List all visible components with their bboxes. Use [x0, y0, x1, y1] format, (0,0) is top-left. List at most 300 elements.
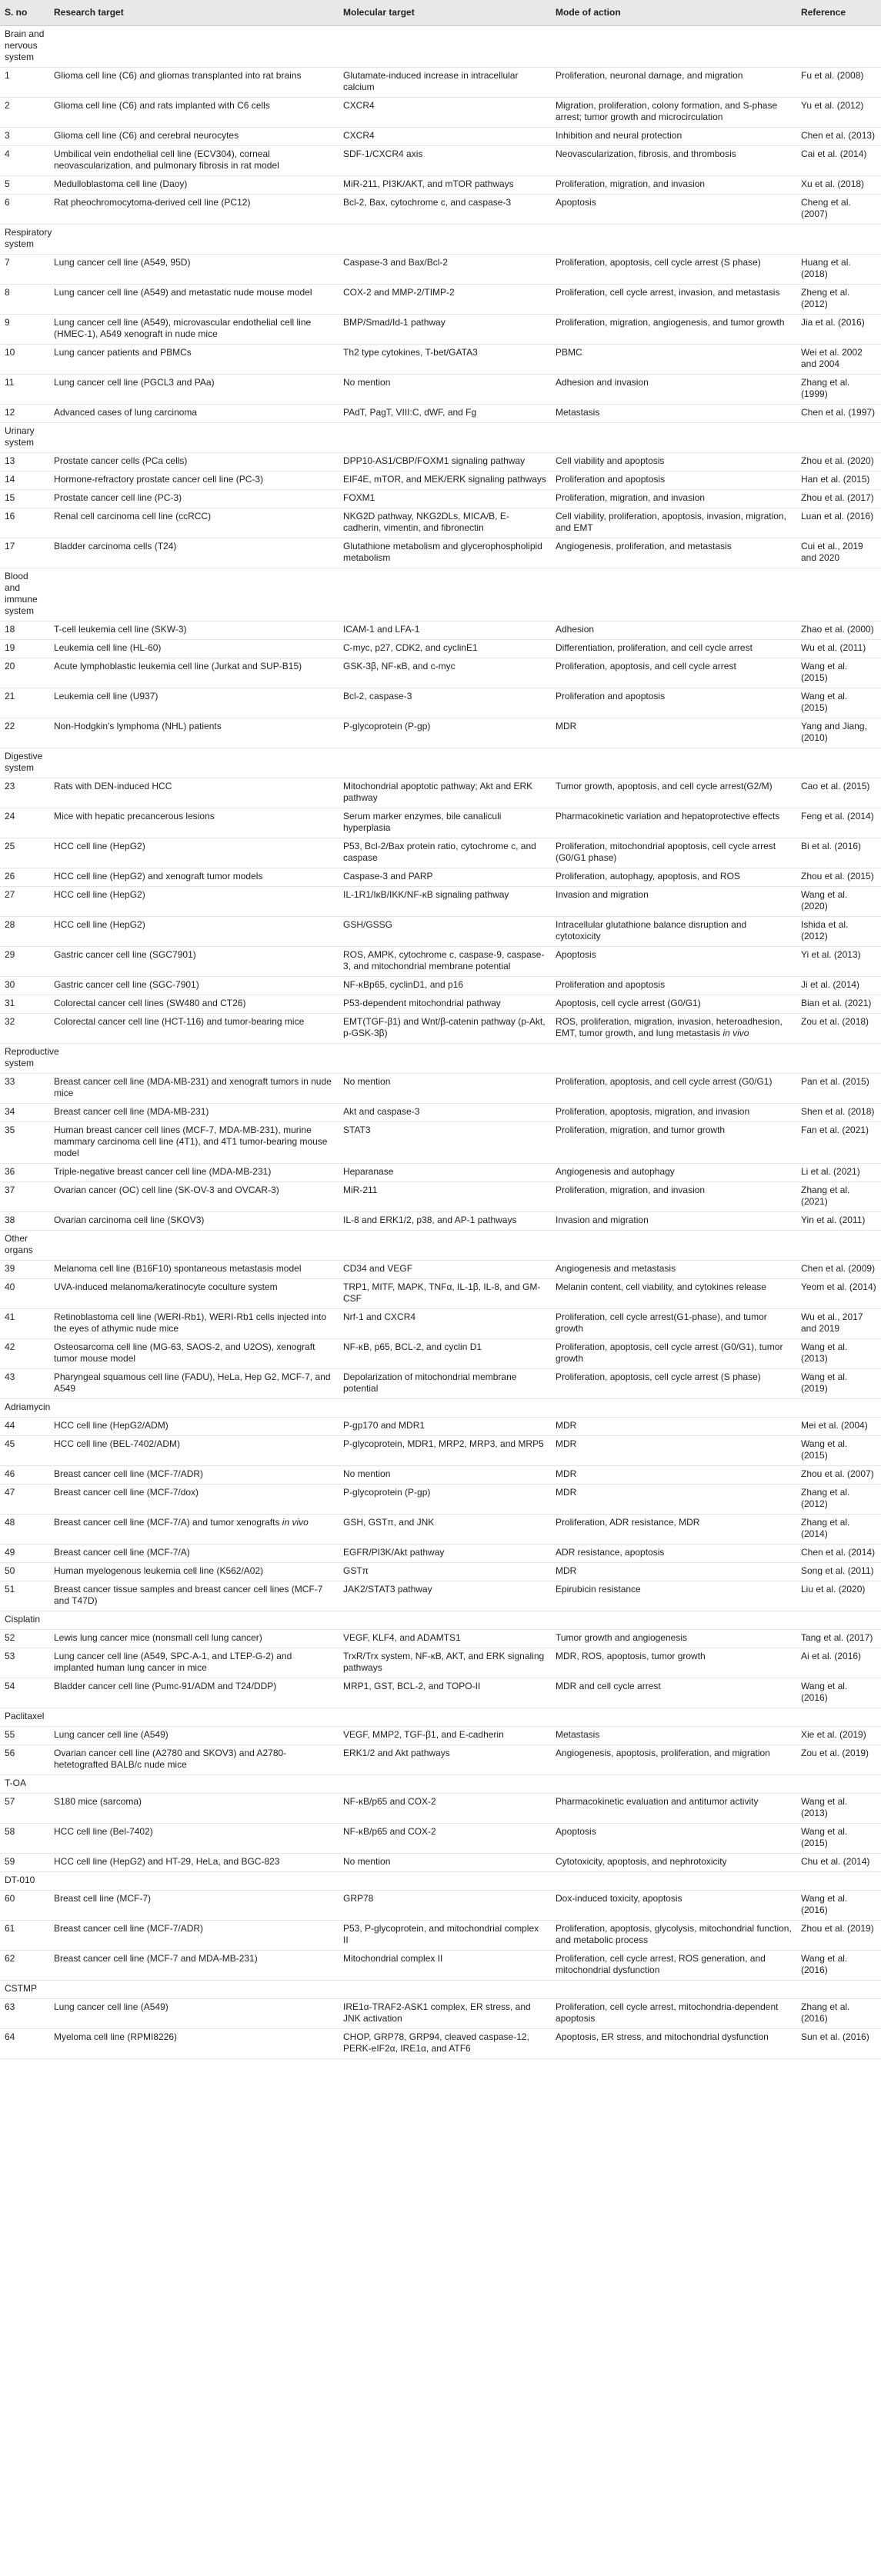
section-title: DT-010: [0, 1872, 49, 1891]
cell-mode-of-action: Pharmacokinetic evaluation and antitumor activity: [551, 1794, 796, 1824]
table-row: [0, 1891, 881, 1921]
cell-molecular-target: Bcl-2, caspase-3: [339, 688, 551, 718]
cell-sno: 26: [0, 868, 49, 887]
cell-molecular-target: NKG2D pathway, NKG2DLs, MICA/B, E-cadherin, vimentin, and fibronectin: [339, 508, 551, 538]
cell-reference: Zhang et al. (2012): [796, 1485, 881, 1515]
cell-research-target: Mice with hepatic precancerous lesions: [49, 808, 339, 838]
cell-research-target: Bladder cancer cell line (Pumc-91/ADM and T24/DDP): [49, 1678, 339, 1708]
cell-reference: Wang et al. (2015): [796, 658, 881, 688]
cell-sno: 4: [0, 146, 49, 176]
cell-mode-of-action: Epirubicin resistance: [551, 1581, 796, 1611]
cell-molecular-target: MiR-211, PI3K/AKT, and mTOR pathways: [339, 176, 551, 195]
section-spacer: [551, 1708, 796, 1727]
cell-molecular-target: NF-κB/p65 and COX-2: [339, 1824, 551, 1854]
table-row: [0, 658, 881, 688]
section-row: [0, 1399, 881, 1418]
cell-molecular-target: Depolarization of mitochondrial membrane potential: [339, 1369, 551, 1399]
cell-mode-of-action: Melanin content, cell viability, and cytokines release: [551, 1279, 796, 1309]
cell-reference: Wang et al. (2013): [796, 1339, 881, 1369]
cell-sno: 56: [0, 1745, 49, 1775]
cell-reference: Chen et al. (1997): [796, 405, 881, 423]
cell-research-target: Leukemia cell line (U937): [49, 688, 339, 718]
cell-research-target: Hormone-refractory prostate cancer cell line (PC-3): [49, 472, 339, 490]
cell-molecular-target: VEGF, KLF4, and ADAMTS1: [339, 1630, 551, 1648]
cell-research-target: Renal cell carcinoma cell line (ccRCC): [49, 508, 339, 538]
cell-mode-of-action: Adhesion and invasion: [551, 375, 796, 405]
table-row: [0, 887, 881, 917]
table-row: [0, 1545, 881, 1563]
cell-research-target: HCC cell line (HepG2) and HT-29, HeLa, and BGC-823: [49, 1854, 339, 1872]
cell-sno: 30: [0, 977, 49, 995]
table-row: [0, 453, 881, 472]
cell-sno: 54: [0, 1678, 49, 1708]
section-spacer: [339, 748, 551, 778]
cell-molecular-target: CXCR4: [339, 98, 551, 128]
cell-mode-of-action: ROS, proliferation, migration, invasion, heteroadhesion, EMT, tumor growth, and lung metastasis in vivo: [551, 1014, 796, 1044]
cell-mode-of-action: Proliferation, cell cycle arrest, mitochondria-dependent apoptosis: [551, 1999, 796, 2029]
cell-research-target: Ovarian cancer (OC) cell line (SK-OV-3 and OVCAR-3): [49, 1182, 339, 1212]
cell-sno: 41: [0, 1309, 49, 1339]
cell-reference: Wang et al. (2015): [796, 1436, 881, 1466]
cell-sno: 15: [0, 490, 49, 508]
table-row: [0, 98, 881, 128]
cell-research-target: Gastric cancer cell line (SGC-7901): [49, 977, 339, 995]
cell-mode-of-action: Apoptosis: [551, 195, 796, 225]
cell-molecular-target: No mention: [339, 375, 551, 405]
cell-research-target: HCC cell line (Bel-7402): [49, 1824, 339, 1854]
table-row: [0, 128, 881, 146]
cell-sno: 53: [0, 1648, 49, 1678]
cell-reference: Shen et al. (2018): [796, 1104, 881, 1122]
table-row: [0, 315, 881, 345]
cell-reference: Yang and Jiang, (2010): [796, 718, 881, 748]
section-spacer: [339, 1775, 551, 1794]
cell-sno: 63: [0, 1999, 49, 2029]
cell-reference: Song et al. (2011): [796, 1563, 881, 1581]
cell-sno: 51: [0, 1581, 49, 1611]
cell-sno: 52: [0, 1630, 49, 1648]
section-title: Adriamycin: [0, 1399, 49, 1418]
table-row: [0, 1921, 881, 1951]
cell-research-target: Human breast cancer cell lines (MCF-7, MDA-MB-231), murine mammary carcinoma cell line (4T1), and 4T1 tumor-bearing mouse model: [49, 1122, 339, 1164]
table-row: [0, 868, 881, 887]
section-spacer: [796, 1399, 881, 1418]
cell-molecular-target: ICAM-1 and LFA-1: [339, 622, 551, 640]
cell-molecular-target: NF-κB, p65, BCL-2, and cyclin D1: [339, 1339, 551, 1369]
section-spacer: [551, 1775, 796, 1794]
cell-research-target: Non-Hodgkin's lymphoma (NHL) patients: [49, 718, 339, 748]
cell-sno: 25: [0, 838, 49, 868]
cell-molecular-target: CD34 and VEGF: [339, 1261, 551, 1279]
cell-reference: Zhou et al. (2007): [796, 1466, 881, 1485]
section-spacer: [551, 1399, 796, 1418]
cell-reference: Zhang et al. (2021): [796, 1182, 881, 1212]
section-spacer: [339, 568, 551, 622]
cell-reference: Zhou et al. (2017): [796, 490, 881, 508]
section-title: Blood and immune system: [0, 568, 49, 622]
cell-molecular-target: IRE1α-TRAF2-ASK1 complex, ER stress, and JNK activation: [339, 1999, 551, 2029]
table-row: [0, 1309, 881, 1339]
cell-reference: Xu et al. (2018): [796, 176, 881, 195]
cell-mode-of-action: Proliferation, migration, and invasion: [551, 490, 796, 508]
cell-research-target: Gastric cancer cell line (SGC7901): [49, 947, 339, 977]
cell-sno: 61: [0, 1921, 49, 1951]
cell-mode-of-action: Cytotoxicity, apoptosis, and nephrotoxicity: [551, 1854, 796, 1872]
cell-molecular-target: P53-dependent mitochondrial pathway: [339, 995, 551, 1014]
cell-reference: Xie et al. (2019): [796, 1727, 881, 1745]
cell-molecular-target: C-myc, p27, CDK2, and cyclinE1: [339, 640, 551, 658]
cell-reference: Zhang et al. (1999): [796, 375, 881, 405]
cell-research-target: Ovarian carcinoma cell line (SKOV3): [49, 1212, 339, 1231]
cell-research-target: Lung cancer cell line (A549, 95D): [49, 255, 339, 285]
cell-mode-of-action: Metastasis: [551, 1727, 796, 1745]
cell-reference: Chen et al. (2009): [796, 1261, 881, 1279]
table-row: [0, 778, 881, 808]
cell-reference: Mei et al. (2004): [796, 1418, 881, 1436]
cell-reference: Fu et al. (2008): [796, 68, 881, 98]
table-row: [0, 1182, 881, 1212]
cell-reference: Zhang et al. (2016): [796, 1999, 881, 2029]
table-row: [0, 640, 881, 658]
section-spacer: [796, 748, 881, 778]
table-row: [0, 1279, 881, 1309]
cell-research-target: Glioma cell line (C6) and gliomas transplanted into rat brains: [49, 68, 339, 98]
cell-reference: Wang et al. (2016): [796, 1951, 881, 1981]
table-row: [0, 808, 881, 838]
cell-molecular-target: GSH, GSTπ, and JNK: [339, 1515, 551, 1545]
cell-sno: 58: [0, 1824, 49, 1854]
cell-research-target: Breast cancer cell line (MCF-7 and MDA-MB-231): [49, 1951, 339, 1981]
section-spacer: [49, 1872, 339, 1891]
header-mode-of-action: Mode of action: [551, 0, 796, 26]
cell-sno: 2: [0, 98, 49, 128]
cell-sno: 16: [0, 508, 49, 538]
cell-mode-of-action: ADR resistance, apoptosis: [551, 1545, 796, 1563]
table-header-row: [0, 0, 881, 26]
cell-molecular-target: MiR-211: [339, 1182, 551, 1212]
cell-mode-of-action: MDR: [551, 1485, 796, 1515]
section-spacer: [339, 1231, 551, 1261]
cell-mode-of-action: Neovascularization, fibrosis, and thrombosis: [551, 146, 796, 176]
cell-mode-of-action: Invasion and migration: [551, 887, 796, 917]
section-spacer: [796, 1981, 881, 1999]
cell-molecular-target: P-glycoprotein, MDR1, MRP2, MRP3, and MRP5: [339, 1436, 551, 1466]
section-row: [0, 1708, 881, 1727]
cell-reference: Chu et al. (2014): [796, 1854, 881, 1872]
cell-reference: Zhang et al. (2014): [796, 1515, 881, 1545]
cell-sno: 19: [0, 640, 49, 658]
table-row: [0, 917, 881, 947]
cell-molecular-target: GRP78: [339, 1891, 551, 1921]
section-spacer: [796, 1611, 881, 1630]
cell-mode-of-action: MDR: [551, 718, 796, 748]
cell-mode-of-action: Apoptosis, ER stress, and mitochondrial dysfunction: [551, 2029, 796, 2059]
cell-sno: 11: [0, 375, 49, 405]
cell-research-target: Breast cancer cell line (MCF-7/A) and tumor xenografts in vivo: [49, 1515, 339, 1545]
cell-research-target: T-cell leukemia cell line (SKW-3): [49, 622, 339, 640]
section-spacer: [796, 1231, 881, 1261]
cell-molecular-target: Serum marker enzymes, bile canaliculi hyperplasia: [339, 808, 551, 838]
cell-sno: 29: [0, 947, 49, 977]
section-spacer: [796, 1872, 881, 1891]
cell-mode-of-action: Proliferation, autophagy, apoptosis, and ROS: [551, 868, 796, 887]
table-row: [0, 375, 881, 405]
cell-mode-of-action: Dox-induced toxicity, apoptosis: [551, 1891, 796, 1921]
cell-mode-of-action: Proliferation, apoptosis, cell cycle arrest (S phase): [551, 1369, 796, 1399]
section-spacer: [49, 1399, 339, 1418]
cell-molecular-target: IL-8 and ERK1/2, p38, and AP-1 pathways: [339, 1212, 551, 1231]
cell-molecular-target: Glutathione metabolism and glycerophospholipid metabolism: [339, 538, 551, 568]
cell-sno: 14: [0, 472, 49, 490]
cell-research-target: Bladder carcinoma cells (T24): [49, 538, 339, 568]
cell-reference: Bi et al. (2016): [796, 838, 881, 868]
cell-reference: Pan et al. (2015): [796, 1074, 881, 1104]
table-row: [0, 1104, 881, 1122]
header-research-target: Research target: [49, 0, 339, 26]
cell-reference: Chen et al. (2013): [796, 128, 881, 146]
cell-research-target: Rats with DEN-induced HCC: [49, 778, 339, 808]
cell-sno: 6: [0, 195, 49, 225]
cell-reference: Yi et al. (2013): [796, 947, 881, 977]
cell-research-target: Breast cancer cell line (MCF-7/dox): [49, 1485, 339, 1515]
cell-reference: Li et al. (2021): [796, 1164, 881, 1182]
cell-molecular-target: GSTπ: [339, 1563, 551, 1581]
cell-molecular-target: NF-κB/p65 and COX-2: [339, 1794, 551, 1824]
cell-research-target: Melanoma cell line (B16F10) spontaneous metastasis model: [49, 1261, 339, 1279]
table-row: [0, 68, 881, 98]
cell-research-target: Myeloma cell line (RPMI8226): [49, 2029, 339, 2059]
cell-research-target: HCC cell line (HepG2): [49, 838, 339, 868]
section-title: Digestive system: [0, 748, 49, 778]
cell-mode-of-action: Proliferation, migration, angiogenesis, and tumor growth: [551, 315, 796, 345]
table-row: [0, 622, 881, 640]
cell-molecular-target: TRP1, MITF, MAPK, TNFα, IL-1β, IL-8, and GM-CSF: [339, 1279, 551, 1309]
table-row: [0, 538, 881, 568]
cell-sno: 57: [0, 1794, 49, 1824]
header-sno: S. no: [0, 0, 49, 26]
section-spacer: [49, 225, 339, 255]
cell-mode-of-action: Metastasis: [551, 405, 796, 423]
section-spacer: [49, 26, 339, 68]
cell-mode-of-action: Proliferation, cell cycle arrest, ROS generation, and mitochondrial dysfunction: [551, 1951, 796, 1981]
cell-molecular-target: Mitochondrial complex II: [339, 1951, 551, 1981]
table-row: [0, 176, 881, 195]
cell-reference: Cao et al. (2015): [796, 778, 881, 808]
section-spacer: [551, 225, 796, 255]
cell-sno: 39: [0, 1261, 49, 1279]
cell-molecular-target: NF-κBp65, cyclinD1, and p16: [339, 977, 551, 995]
cell-molecular-target: Heparanase: [339, 1164, 551, 1182]
cell-molecular-target: VEGF, MMP2, TGF-β1, and E-cadherin: [339, 1727, 551, 1745]
cell-mode-of-action: Proliferation, cell cycle arrest, invasion, and metastasis: [551, 285, 796, 315]
section-spacer: [551, 1611, 796, 1630]
cell-research-target: Colorectal cancer cell lines (SW480 and CT26): [49, 995, 339, 1014]
cell-reference: Liu et al. (2020): [796, 1581, 881, 1611]
cell-research-target: Glioma cell line (C6) and rats implanted with C6 cells: [49, 98, 339, 128]
cell-reference: Han et al. (2015): [796, 472, 881, 490]
section-row: [0, 1044, 881, 1074]
cell-molecular-target: JAK2/STAT3 pathway: [339, 1581, 551, 1611]
cell-sno: 21: [0, 688, 49, 718]
table-row: [0, 1563, 881, 1581]
cell-molecular-target: No mention: [339, 1854, 551, 1872]
cell-sno: 12: [0, 405, 49, 423]
cell-sno: 24: [0, 808, 49, 838]
section-spacer: [49, 1708, 339, 1727]
cell-reference: Zou et al. (2018): [796, 1014, 881, 1044]
cell-research-target: Umbilical vein endothelial cell line (ECV304), corneal neovascularization, and pulmonary fibrosis in rat model: [49, 146, 339, 176]
cell-reference: Wang et al. (2013): [796, 1794, 881, 1824]
cell-mode-of-action: Proliferation, ADR resistance, MDR: [551, 1515, 796, 1545]
table-row: [0, 1418, 881, 1436]
table-row: [0, 1074, 881, 1104]
cell-sno: 50: [0, 1563, 49, 1581]
cell-mode-of-action: Proliferation and apoptosis: [551, 472, 796, 490]
cell-reference: Yu et al. (2012): [796, 98, 881, 128]
cell-sno: 38: [0, 1212, 49, 1231]
section-spacer: [339, 1708, 551, 1727]
cell-research-target: Lung cancer cell line (PGCL3 and PAa): [49, 375, 339, 405]
cell-molecular-target: TrxR/Trx system, NF-κB, AKT, and ERK signaling pathways: [339, 1648, 551, 1678]
cell-mode-of-action: Proliferation and apoptosis: [551, 977, 796, 995]
section-row: [0, 1611, 881, 1630]
cell-research-target: Breast cancer tissue samples and breast cancer cell lines (MCF-7 and T47D): [49, 1581, 339, 1611]
cell-research-target: Lung cancer cell line (A549): [49, 1999, 339, 2029]
cell-mode-of-action: Proliferation and apoptosis: [551, 688, 796, 718]
cell-molecular-target: IL-1R1/IκB/IKK/NF-κB signaling pathway: [339, 887, 551, 917]
cell-mode-of-action: MDR: [551, 1436, 796, 1466]
section-title: Cisplatin: [0, 1611, 49, 1630]
cell-molecular-target: No mention: [339, 1074, 551, 1104]
section-spacer: [49, 1044, 339, 1074]
cell-sno: 9: [0, 315, 49, 345]
table-row: [0, 1515, 881, 1545]
cell-reference: Wei et al. 2002 and 2004: [796, 345, 881, 375]
table-row: [0, 1122, 881, 1164]
cell-molecular-target: P-glycoprotein (P-gp): [339, 718, 551, 748]
section-spacer: [49, 1981, 339, 1999]
section-row: [0, 748, 881, 778]
cell-mode-of-action: MDR: [551, 1466, 796, 1485]
cell-research-target: S180 mice (sarcoma): [49, 1794, 339, 1824]
cell-molecular-target: EMT(TGF-β1) and Wnt/β-catenin pathway (p-Akt, p-GSK-3β): [339, 1014, 551, 1044]
cell-sno: 31: [0, 995, 49, 1014]
cell-mode-of-action: MDR and cell cycle arrest: [551, 1678, 796, 1708]
cell-sno: 10: [0, 345, 49, 375]
cell-research-target: Retinoblastoma cell line (WERI-Rb1), WERI-Rb1 cells injected into the eyes of athymic nude mice: [49, 1309, 339, 1339]
cell-molecular-target: MRP1, GST, BCL-2, and TOPO-II: [339, 1678, 551, 1708]
cell-mode-of-action: Apoptosis: [551, 947, 796, 977]
cell-sno: 64: [0, 2029, 49, 2059]
cell-sno: 45: [0, 1436, 49, 1466]
cell-reference: Wang et al. (2016): [796, 1891, 881, 1921]
cell-research-target: Leukemia cell line (HL-60): [49, 640, 339, 658]
cell-mode-of-action: Proliferation, apoptosis, and cell cycle arrest (G0/G1): [551, 1074, 796, 1104]
cell-sno: 48: [0, 1515, 49, 1545]
cell-sno: 40: [0, 1279, 49, 1309]
section-spacer: [339, 1044, 551, 1074]
table-row: [0, 1824, 881, 1854]
cell-research-target: Lung cancer cell line (A549, SPC-A-1, and LTEP-G-2) and implanted human lung cancer in mice: [49, 1648, 339, 1678]
cell-research-target: Glioma cell line (C6) and cerebral neurocytes: [49, 128, 339, 146]
cell-reference: Cui et al., 2019 and 2020: [796, 538, 881, 568]
cell-reference: Luan et al. (2016): [796, 508, 881, 538]
cell-research-target: HCC cell line (HepG2/ADM): [49, 1418, 339, 1436]
cell-research-target: Rat pheochromocytoma-derived cell line (PC12): [49, 195, 339, 225]
cell-research-target: HCC cell line (HepG2): [49, 917, 339, 947]
section-spacer: [339, 26, 551, 68]
cell-reference: Zhou et al. (2019): [796, 1921, 881, 1951]
section-spacer: [49, 748, 339, 778]
section-spacer: [49, 1611, 339, 1630]
cell-reference: Wang et al. (2020): [796, 887, 881, 917]
cell-mode-of-action: Cell viability, proliferation, apoptosis, invasion, migration, and EMT: [551, 508, 796, 538]
cell-mode-of-action: Proliferation, cell cycle arrest(G1-phase), and tumor growth: [551, 1309, 796, 1339]
cell-molecular-target: STAT3: [339, 1122, 551, 1164]
cell-sno: 60: [0, 1891, 49, 1921]
section-spacer: [551, 1044, 796, 1074]
cell-molecular-target: P-gp170 and MDR1: [339, 1418, 551, 1436]
cell-mode-of-action: PBMC: [551, 345, 796, 375]
table-row: [0, 995, 881, 1014]
cell-sno: 5: [0, 176, 49, 195]
cell-research-target: Acute lymphoblastic leukemia cell line (Jurkat and SUP-B15): [49, 658, 339, 688]
cell-sno: 32: [0, 1014, 49, 1044]
cell-reference: Yeom et al. (2014): [796, 1279, 881, 1309]
cell-mode-of-action: MDR: [551, 1563, 796, 1581]
section-spacer: [339, 1611, 551, 1630]
section-row: [0, 423, 881, 453]
cell-reference: Ai et al. (2016): [796, 1648, 881, 1678]
section-spacer: [49, 1775, 339, 1794]
cell-mode-of-action: Proliferation, migration, and tumor growth: [551, 1122, 796, 1164]
table-row: [0, 405, 881, 423]
cell-research-target: Lung cancer patients and PBMCs: [49, 345, 339, 375]
cell-molecular-target: FOXM1: [339, 490, 551, 508]
cell-sno: 23: [0, 778, 49, 808]
cell-research-target: Prostate cancer cells (PCa cells): [49, 453, 339, 472]
cell-reference: Chen et al. (2014): [796, 1545, 881, 1563]
cell-sno: 33: [0, 1074, 49, 1104]
section-title: Respiratory system: [0, 225, 49, 255]
header-molecular-target: Molecular target: [339, 0, 551, 26]
section-title: Reproductive system: [0, 1044, 49, 1074]
cell-sno: 37: [0, 1182, 49, 1212]
section-title: CSTMP: [0, 1981, 49, 1999]
cell-research-target: Lung cancer cell line (A549) and metastatic nude mouse model: [49, 285, 339, 315]
table-row: [0, 2029, 881, 2059]
section-spacer: [339, 423, 551, 453]
table-row: [0, 977, 881, 995]
cell-mode-of-action: Apoptosis, cell cycle arrest (G0/G1): [551, 995, 796, 1014]
cell-reference: Cheng et al. (2007): [796, 195, 881, 225]
table-row: [0, 1581, 881, 1611]
cell-molecular-target: Nrf-1 and CXCR4: [339, 1309, 551, 1339]
cell-molecular-target: Akt and caspase-3: [339, 1104, 551, 1122]
cell-reference: Wu et al., 2017 and 2019: [796, 1309, 881, 1339]
cell-reference: Zheng et al. (2012): [796, 285, 881, 315]
table-row: [0, 1014, 881, 1044]
table-row: [0, 688, 881, 718]
cell-sno: 34: [0, 1104, 49, 1122]
section-spacer: [796, 26, 881, 68]
cell-molecular-target: No mention: [339, 1466, 551, 1485]
cell-sno: 43: [0, 1369, 49, 1399]
table-row: [0, 1466, 881, 1485]
cell-sno: 18: [0, 622, 49, 640]
cell-molecular-target: Caspase-3 and Bax/Bcl-2: [339, 255, 551, 285]
cell-molecular-target: EIF4E, mTOR, and MEK/ERK signaling pathways: [339, 472, 551, 490]
